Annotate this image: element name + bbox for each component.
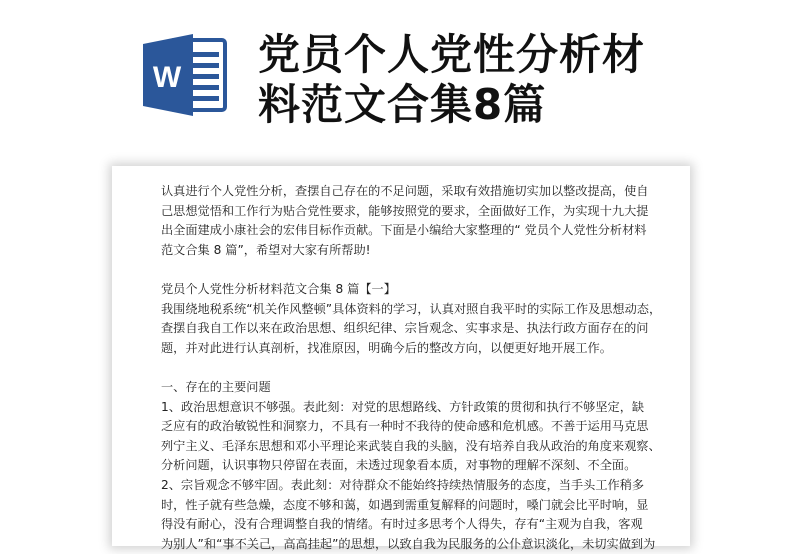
text-line: 为别人”和“事不关己，高高挂起”的思想，以致自我为民服务的公仆意识淡化，未切实做到为 [161,536,656,551]
section-paragraph [161,300,661,359]
page-title [258,30,645,130]
text-line: 得没有耐心，没有合理调整自我的情绪。有时过多思考个人得失，存有“主观为自我，客观 [161,517,643,532]
text-line: 己思想觉悟和工作行为贴合党性要求，能够按照党的要求，全面做好工作，为实现十九大提 [161,203,649,218]
intro-paragraph [161,182,661,260]
document-page [112,166,690,551]
text-line: 出全面建成小康社会的宏伟目标作贡献。下面是小编给大家整理的“ 党员个人党性分析材料 [161,223,647,238]
text-line: 分析问题，认识事物只停留在表面，未透过现象看本质，对事物的理解不深刻、不全面。 [161,458,637,473]
problems-heading: 一、存在的主要问题 [161,379,271,394]
section-heading: 党员个人党性分析材料范文合集 8 篇【一】 [161,281,396,296]
svg-text:W: W [152,61,182,94]
text-line: 范文合集 8 篇”，希望对大家有所帮助! [161,242,371,257]
word-document-icon [143,34,229,116]
text-line: 乏应有的政治敏锐性和洞察力，不具有一种时不我待的使命感和危机感。不善于运用马克思 [161,419,649,434]
text-line: 认真进行个人党性分析，查摆自己存在的不足问题，采取有效措施切实加以整改提高，使自 [161,184,649,198]
text-line: 列宁主义、毛泽东思想和邓小平理论来武装自我的头脑，没有培养自我从政治的角度来观察、 [161,438,661,453]
text-line: 我围绕地税系统“机关作风整顿”具体资料的学习，认真对照自我平时的实际工作及思想动态， [161,301,662,316]
text-line: 1、政治思想意识不够强。表此刻：对党的思想路线、方针政策的贯彻和执行不够坚定，缺 [161,399,645,414]
text-line: 时，性子就有些急燥，态度不够和蔼，如遇到需重复解释的问题时，嗓门就会比平时响，显 [161,497,649,512]
problems-paragraph [161,398,661,554]
header [0,0,800,150]
text-line: 查摆自我自工作以来在政治思想、组织纪律、宗旨观念、实事求是、执法行政方面存在的问 [161,321,649,336]
title-line: 料范文合集8篇 [258,80,547,129]
document-body [161,182,661,554]
text-line: 2、宗旨观念不够牢固。表此刻：对待群众不能始终持续热情服务的态度，当手头工作稍多 [161,477,645,492]
title-line: 党员个人党性分析材 [258,30,646,79]
text-line: 题，并对此进行认真剖析，找准原因，明确今后的整改方向，以便更好地开展工作。 [161,340,612,355]
